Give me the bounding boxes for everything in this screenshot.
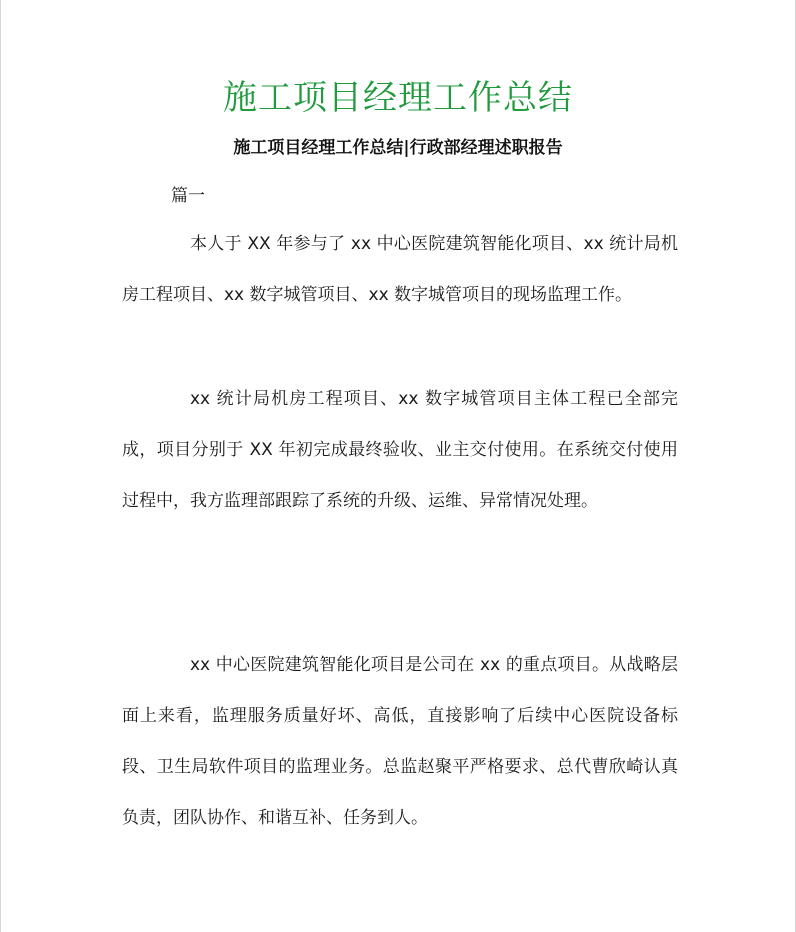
paragraph-3: xx 中心医院建筑智能化项目是公司在 xx 的重点项目。从战略层面上来看，监理服务质量好坏、高低，直接影响了后续中心医院设备标段、卫生局软件项目的监理业务。总监赵聚平严格要求、总代曹欣崎认真负责，团队协作、和谐互补、任务到人。: [122, 655, 678, 828]
paragraph-2: xx 统计局机房工程项目、xx 数字城管项目主体工程已全部完成，项目分别于 XX 年初完成最终验收、业主交付使用。在系统交付使用过程中，我方监理部跟踪了系统的升级、运维、异常情况处理。: [122, 389, 678, 511]
paragraph-1: 本人于 XX 年参与了 xx 中心医院建筑智能化项目、xx 统计局机房工程项目、xx 数字城管项目、xx 数字城管项目的现场监理工作。: [122, 234, 678, 305]
document-subtitle: 施工项目经理工作总结|行政部经理述职报告: [233, 138, 563, 158]
document-title: 施工项目经理工作总结: [223, 78, 573, 118]
section-label: 篇一: [171, 186, 205, 206]
